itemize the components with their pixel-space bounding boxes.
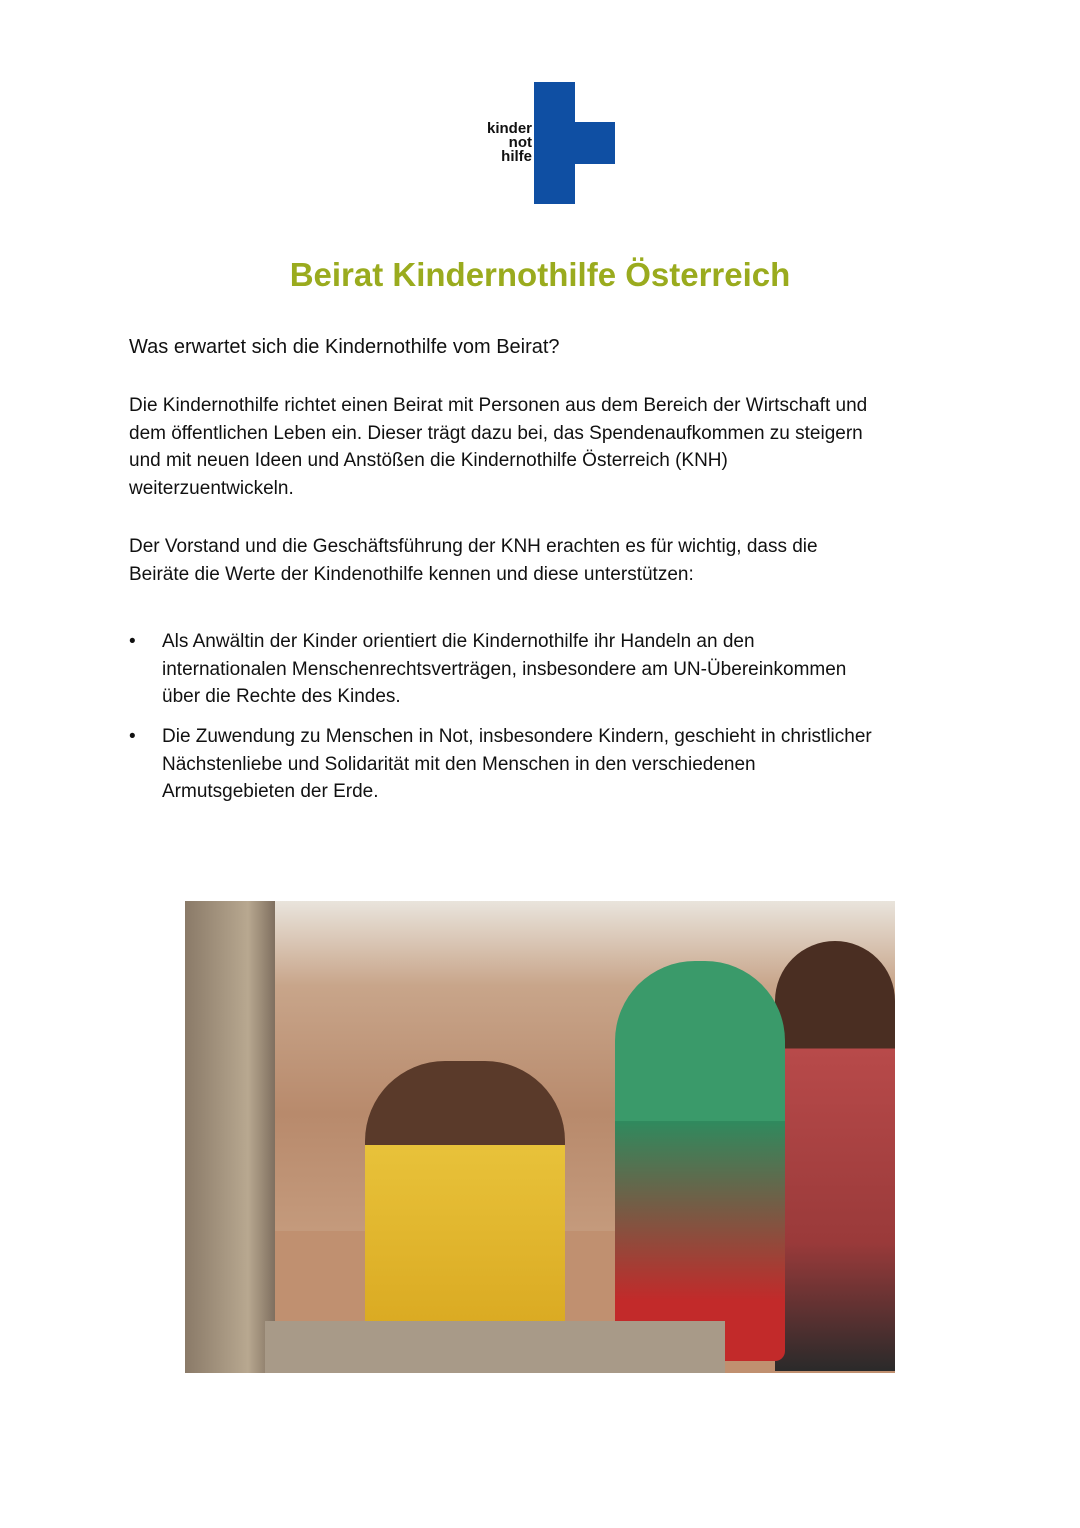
logo-cross-horizontal xyxy=(534,122,615,164)
text-line: Armutsgebieten der Erde. xyxy=(162,781,379,803)
bullet-marker: • xyxy=(129,631,136,652)
photo-child-striped-shirt xyxy=(775,941,895,1371)
text-line: internationalen Menschenrechtsverträgen, insbesondere am UN-Übereinkommen xyxy=(162,658,847,680)
text-line: Der Vorstand und die Geschäftsführung der KNH erachten es für wichtig, dass die xyxy=(129,536,818,557)
text-line: und mit neuen Ideen und Anstößen die Kindernothilfe Österreich (KNH) xyxy=(129,450,728,472)
bullet-marker: • xyxy=(129,726,136,747)
text-line: weiterzuentwickeln. xyxy=(129,478,294,500)
section-heading: Was erwartet sich die Kindernothilfe vom Beirat? xyxy=(129,336,560,358)
photo-child-yellow-shirt xyxy=(365,1061,565,1341)
photo-child-green-hoodie xyxy=(615,961,785,1361)
logo-line: kinder xyxy=(486,120,532,137)
photo-children-washing-hands xyxy=(185,901,895,1373)
paragraph-intro xyxy=(129,392,867,503)
logo-line: hilfe xyxy=(501,148,532,165)
kindernothilfe-logo xyxy=(474,82,616,206)
logo-wordmark xyxy=(487,122,532,164)
text-line: Beiräte die Werte der Kindenothilfe kennen und diese unterstützen: xyxy=(129,563,694,585)
logo-line: not xyxy=(508,134,532,151)
text-line: dem öffentlichen Leben ein. Dieser trägt dazu bei, das Spendenaufkommen zu steigern xyxy=(129,422,863,444)
photo-wall-with-taps xyxy=(185,901,275,1373)
photo-basin xyxy=(265,1321,725,1373)
paragraph-values xyxy=(129,533,818,588)
text-line: Nächstenliebe und Solidarität mit den Menschen in den verschiedenen xyxy=(162,753,756,775)
text-line: über die Rechte des Kindes. xyxy=(162,686,401,708)
text-line: Als Anwältin der Kinder orientiert die Kindernothilfe ihr Handeln an den xyxy=(162,631,755,652)
page-title: Beirat Kindernothilfe Österreich xyxy=(289,256,791,293)
text-line: Die Zuwendung zu Menschen in Not, insbesondere Kindern, geschieht in christlicher xyxy=(162,726,872,747)
text-line: Die Kindernothilfe richtet einen Beirat mit Personen aus dem Bereich der Wirtschaft und xyxy=(129,395,868,416)
